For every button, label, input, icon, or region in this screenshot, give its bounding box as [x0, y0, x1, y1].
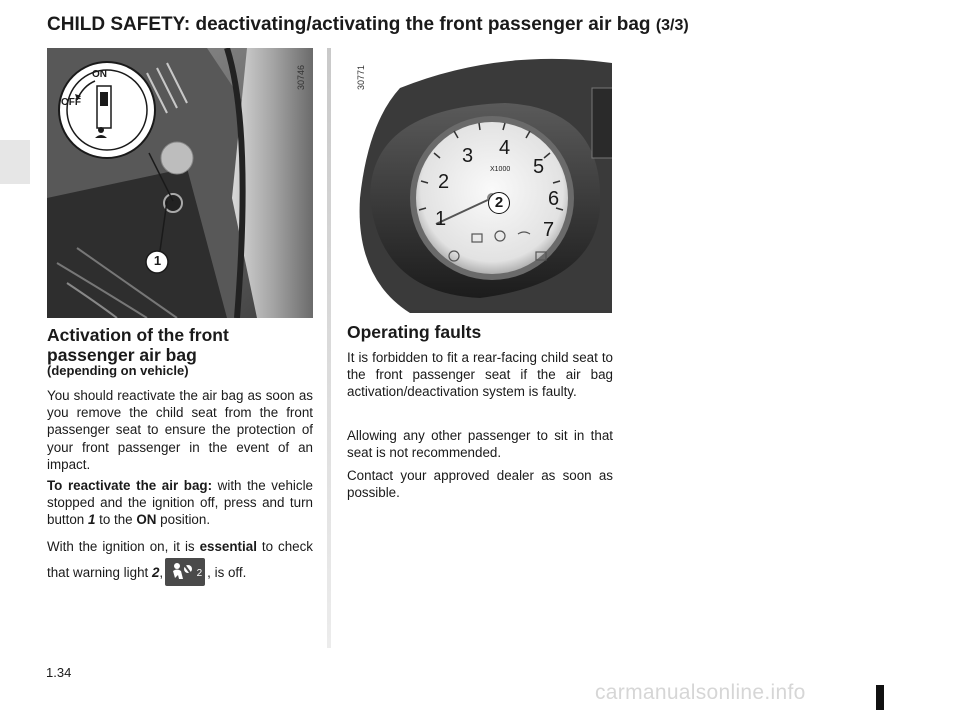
p2-text-a: with the vehicle stopped and the ignition off, press and turn button — [47, 478, 313, 528]
column-divider — [327, 48, 331, 648]
dial-1: 1 — [435, 208, 447, 230]
faults-paragraph-3: Contact your approved dealer as soon as possible. — [347, 468, 613, 501]
switch-on-label: ON — [92, 69, 107, 80]
p2-text-c: position. — [156, 512, 211, 528]
p3-text-c: , is off. — [207, 565, 247, 580]
essential-label: essential — [199, 539, 257, 554]
activation-paragraph-3 — [47, 536, 313, 586]
page-marker — [876, 685, 884, 710]
dial-5: 5 — [533, 156, 545, 178]
activation-paragraph-1: You should reactivate the air bag as soon as you remove the child seat from the front passenger seat to ensure the protection of your front passenger in the event of an impact. — [47, 388, 313, 472]
callout-1: 1 — [153, 253, 162, 268]
faults-paragraph-2: Allowing any other passenger to sit in that seat is not recommended. — [347, 428, 613, 461]
section-tab — [0, 140, 30, 184]
airbag-off-warning-icon — [165, 558, 205, 586]
cluster-photo — [340, 48, 612, 318]
switch-photo — [47, 48, 313, 318]
page-number: 1.34 — [46, 665, 72, 680]
cluster-art — [340, 48, 612, 318]
button-ref-1: 1 — [87, 512, 96, 528]
p3-text-b: to check that warning light — [47, 539, 313, 580]
switch-photo-art — [47, 48, 313, 318]
dial-6: 6 — [548, 188, 560, 210]
switch-off-label: OFF — [61, 97, 81, 108]
page-title — [47, 14, 689, 36]
reactivate-label: To reactivate the air bag: — [47, 478, 213, 493]
dial-3: 3 — [462, 145, 474, 167]
figure-left-ref: 30746 — [296, 64, 306, 90]
faults-heading: Operating faults — [347, 322, 482, 342]
activation-note: (depending on vehicle) — [47, 363, 189, 378]
dial-7: 7 — [543, 219, 555, 241]
activation-heading: Activation of the front passenger air bag — [47, 325, 229, 365]
dial-unit: X1000 — [490, 166, 511, 173]
p3-text-a: With the ignition on, it is — [47, 539, 200, 554]
title-part: (3/3) — [655, 17, 689, 34]
warning-light-ref-2: 2 — [151, 565, 160, 580]
figure-right-ref: 30771 — [356, 64, 366, 90]
activation-paragraph-2 — [47, 477, 313, 529]
watermark: carmanualsonline.info — [595, 681, 806, 704]
icon-subscript: 2 — [196, 568, 203, 579]
p2-text-b: to the — [95, 512, 137, 528]
dial-2: 2 — [438, 171, 450, 193]
callout-2: 2 — [488, 192, 510, 214]
on-position-label: ON — [136, 512, 157, 528]
dial-4: 4 — [499, 137, 511, 159]
faults-paragraph-1: It is forbidden to fit a rear-facing child seat to the front passenger seat if the air bag activation/deactivation system is faulty. — [347, 350, 613, 400]
title-text: CHILD SAFETY: deactivating/activating the front passenger air bag — [47, 14, 651, 35]
p3-sep: , — [159, 565, 164, 580]
